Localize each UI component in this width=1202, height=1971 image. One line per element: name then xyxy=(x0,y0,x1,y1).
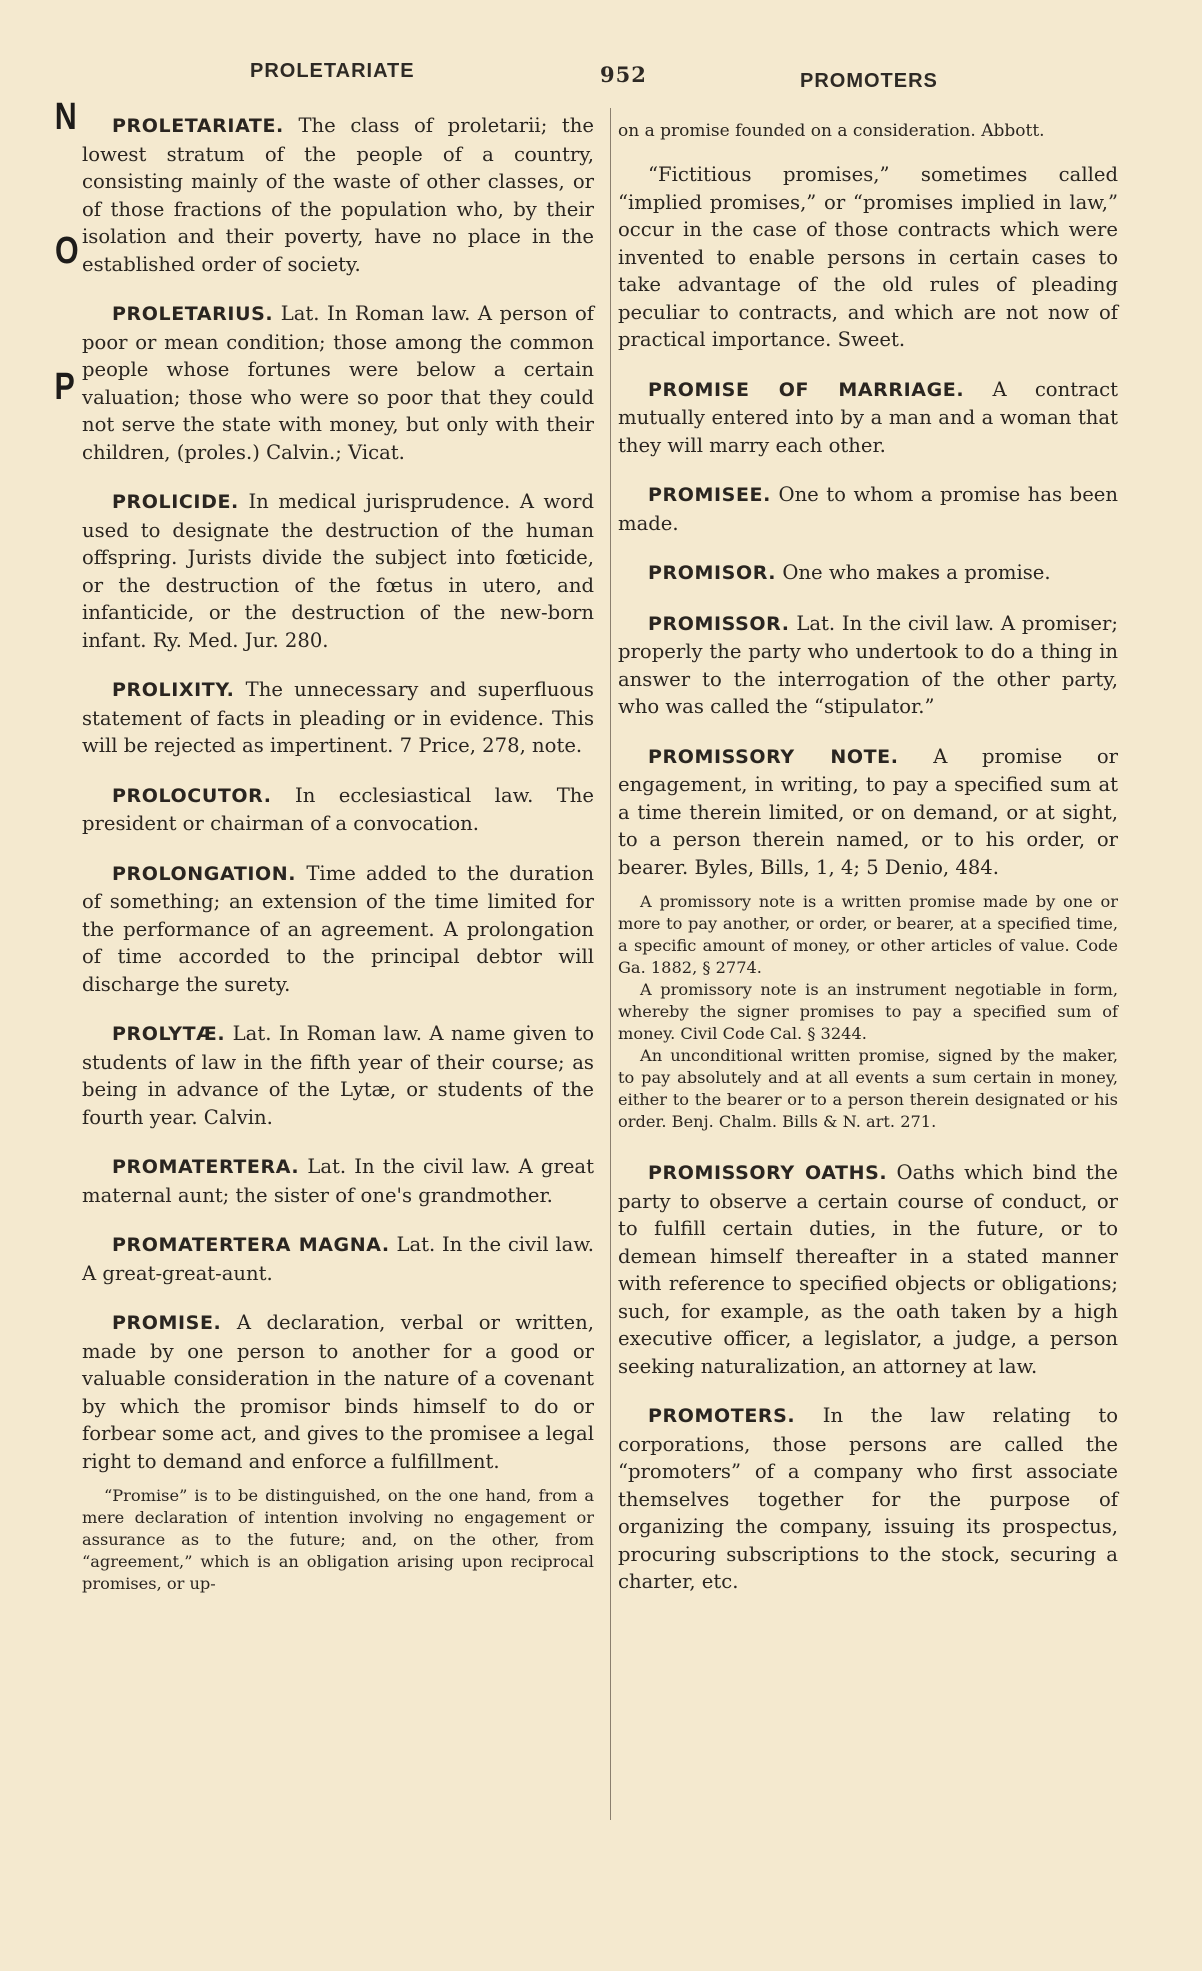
entry xyxy=(82,1309,594,1475)
entry-headword: PROMISSORY NOTE. xyxy=(648,745,899,768)
entry-headword: PROMATERTERA MAGNA. xyxy=(112,1234,390,1256)
entry-text: Lat. In Roman law. A person of poor or mean condition; those among the common people whose fortunes were below a certain valuation; those who were so poor that they could not serve the state with money, but only with their children, (proles.) Calvin.; Vicat. xyxy=(82,302,595,464)
entry xyxy=(618,559,1118,588)
promissory-note-definitions xyxy=(618,891,1118,1133)
entry-text: One who makes a promise. xyxy=(782,561,1051,584)
entry-headword: PROMISE OF MARRIAGE. xyxy=(648,378,965,401)
left-column xyxy=(82,112,594,1595)
entry-headword: PROLETARIATE. xyxy=(112,115,284,137)
note-paragraph: An unconditional written promise, signed by the maker, to pay absolutely and at all events a sum certain in money, either to the bearer or to a person therein designated or his order. Benj. Chalm. Bills & N. art. 271. xyxy=(618,1046,1118,1131)
promise-note: “Promise” is to be distinguished, on the one hand, from a mere declaration of intention involving no engagement or assurance as to the future; and, on the other, from “agreement,” which is an obligation arising upon reciprocal promises, or up- xyxy=(82,1486,594,1593)
entry xyxy=(82,676,594,760)
thumb-index-p: P xyxy=(54,366,75,408)
entry-text: In the law relating to corporations, those persons are called the “promoters” of a company who first associate themselves together for the purpose of organizing the company, issuing its prospectus, procuring subscriptions to the stock, securing a charter, etc. xyxy=(618,1404,1118,1593)
entry-headword: PROMISOR. xyxy=(648,562,777,584)
entry-headword: PROLOCUTOR. xyxy=(112,784,272,807)
entry-text: A promise or engagement, in writing, to pay a specified sum at a time therein limited, or on demand, or at sight, to a person therein named, or to his order, or bearer. Byles, Bills, 1, 4; 5 Denio, 484. xyxy=(618,744,1118,879)
running-head-right: PROMOTERS xyxy=(800,70,938,92)
entry-text: Lat. In the civil law. A great-great-aunt. xyxy=(82,1233,594,1285)
entry-headword: PROMISE. xyxy=(112,1312,222,1334)
entry-headword: PROMOTERS. xyxy=(648,1405,796,1427)
entry xyxy=(82,300,594,466)
entry-headword: PROLIXITY. xyxy=(112,679,235,701)
entry-headword: PROLICIDE. xyxy=(112,491,239,513)
right-column xyxy=(618,120,1118,1618)
entry-text: “Fictitious promises,” sometimes called “implied promises,” or “promises implied in law,” occur in the case of those contracts which were invented to enable persons in certain cases to take advantage of the old rules of pleading peculiar to contracts, and which are not now of practical importance. Sweet. xyxy=(618,163,1118,351)
entry xyxy=(82,782,594,838)
entry-text: Time added to the duration of something; an extension of the time limited for the performance of an agreement. A prolongation of time accorded to the principal debtor will discharge the surety. xyxy=(82,861,594,996)
note-paragraph: A promissory note is a written promise made by one or more to pay another, or order, or bearer, at a specified time, a specific amount of money, or other articles of value. Code Ga. 1882, § 2774. xyxy=(618,892,1118,977)
entry-text: Lat. In the civil law. A promiser; properly the party who undertook to do a thing in answer to the interrogation of the other party, who was called the “stipulator.” xyxy=(618,611,1118,718)
entry xyxy=(618,481,1118,537)
entry-headword: PROMATERTERA. xyxy=(112,1156,300,1178)
entry-text: A contract mutually entered into by a man and a woman that they will marry each other. xyxy=(618,377,1118,457)
thumb-index-o: O xyxy=(54,230,79,272)
note-paragraph: A promissory note is an instrument negotiable in form, whereby the signer promises to pay a specified sum of money. Civil Code Cal. § 3244. xyxy=(618,980,1118,1043)
entry xyxy=(618,610,1118,721)
entry xyxy=(618,1402,1118,1596)
continued-text: on a promise founded on a consideration. Abbott. xyxy=(618,121,1045,141)
entry xyxy=(618,376,1118,460)
running-head-left: PROLETARIATE xyxy=(250,60,415,82)
entry-text: Lat. In the civil law. A great maternal aunt; the sister of one's grandmother. xyxy=(82,1155,594,1207)
column-divider xyxy=(610,108,611,1820)
entry xyxy=(82,860,594,999)
entry-text: Lat. In Roman law. A name given to students of law in the fifth year of their course; as being in advance of the Lytæ, or students of the fourth year. Calvin. xyxy=(82,1022,594,1129)
entry-text: Oaths which bind the party to observe a certain course of conduct, or to fulfill certain duties, in the future, or to demean himself thereafter in a stated manner with reference to specified objects or obligations; such, for example, as the oath taken by a high executive officer, a legislator, a judge, a person seeking naturalization, an attorney at law. xyxy=(618,1161,1118,1378)
entry-text: One to whom a promise has been made. xyxy=(618,483,1118,535)
entry xyxy=(82,1020,594,1131)
entry xyxy=(82,1153,594,1209)
entry-headword: PROMISEE. xyxy=(648,484,771,506)
entry-headword: PROLETARIUS. xyxy=(112,303,274,325)
entry-headword: PROMISSOR. xyxy=(648,612,790,635)
thumb-index-n: N xyxy=(54,96,77,138)
entry xyxy=(82,488,594,654)
entry-headword: PROLONGATION. xyxy=(112,862,297,885)
entry xyxy=(82,1231,594,1287)
entry xyxy=(618,743,1118,882)
entry-text: A declaration, verbal or written, made by one person to another for a good or valuable consideration in the nature of a covenant by which the promisor binds himself to do or forbear some act, and gives to the promisee a legal right to demand and enforce a fulfillment. xyxy=(82,1311,594,1473)
entry-text: The class of proletarii; the lowest stratum of the people of a country, consisting mainly of the waste of other classes, or of those fractions of the population who, by their isolation and their poverty, have no place in the established order of society. xyxy=(82,114,594,276)
entry xyxy=(82,112,594,278)
entry-text: In medical jurisprudence. A word used to designate the destruction of the human offspring. Jurists divide the subject into fœticide, or the destruction of the fœtus in utero, and infanticide, or the destruction of the new-born infant. Ry. Med. Jur. 280. xyxy=(82,490,594,652)
entry-headword: PROLYTÆ. xyxy=(112,1023,226,1045)
entry-text: In ecclesiastical law. The president or chairman of a convocation. xyxy=(82,783,594,835)
entry xyxy=(618,1159,1118,1380)
entry-text: The unnecessary and superfluous statement of facts in pleading or in evidence. This will be rejected as impertinent. 7 Price, 278, note. xyxy=(82,678,594,757)
entry-headword: PROMISSORY OATHS. xyxy=(648,1162,888,1184)
page-number: 952 xyxy=(600,62,647,87)
